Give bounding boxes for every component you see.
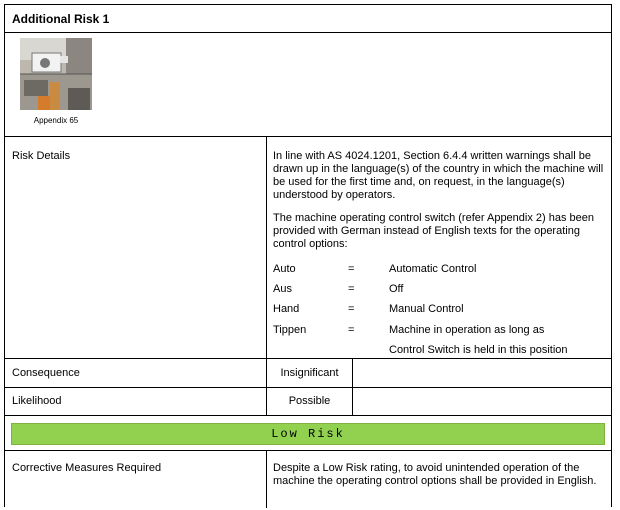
image-row <box>5 32 611 137</box>
risk-rating-bar <box>11 423 605 445</box>
risk-rating-row <box>5 415 611 451</box>
column-divider <box>266 137 267 359</box>
translation-meaning: Manual Control <box>389 303 464 315</box>
translation-term: Tippen <box>273 324 307 336</box>
risk-details-label: Risk Details <box>12 150 71 162</box>
column-divider <box>352 388 353 415</box>
appendix-caption: Appendix 65 <box>33 116 79 125</box>
risk-rating-label: Low Risk <box>271 427 345 441</box>
risk-details-row <box>5 136 611 359</box>
translation-equals: = <box>348 324 355 336</box>
machine-photo-icon <box>20 38 92 110</box>
translation-equals: = <box>348 303 355 315</box>
translation-meaning: Automatic Control <box>389 263 477 275</box>
corrective-measures-text: Despite a Low Risk rating, to avoid unintended operation of the machine the operating control options shall be provided in English. <box>273 462 597 487</box>
translation-term: Auto <box>273 263 296 275</box>
likelihood-row <box>5 387 611 415</box>
corrective-measures-label: Corrective Measures Required <box>12 462 162 474</box>
page-title: Additional Risk 1 <box>12 12 110 26</box>
translation-term: Aus <box>273 283 292 295</box>
appendix-photo <box>20 38 92 110</box>
risk-details-paragraph-1: In line with AS 4024.1201, Section 6.4.4 written warnings shall be drawn up in the language(s) of the country in which the machine will be used for the first time and, on request, in the language(s) understood by operators. <box>273 150 604 201</box>
translation-meaning-continued: Control Switch is held in this position <box>389 344 568 356</box>
consequence-row <box>5 358 611 388</box>
likelihood-label: Likelihood <box>12 395 62 407</box>
translation-meaning: Machine in operation as long as <box>389 324 545 336</box>
translation-equals: = <box>348 263 355 275</box>
translation-term: Hand <box>273 303 300 315</box>
consequence-label: Consequence <box>12 367 80 379</box>
corrective-measures-row <box>5 450 611 508</box>
title-row <box>5 4 611 32</box>
column-divider <box>352 359 353 388</box>
translation-equals: = <box>348 283 355 295</box>
column-divider <box>266 451 267 508</box>
consequence-value: Insignificant <box>280 367 339 379</box>
likelihood-value: Possible <box>288 395 331 407</box>
risk-details-paragraph-2: The machine operating control switch (refer Appendix 2) has been provided with German instead of English texts for the operating control options: <box>273 212 595 250</box>
translation-meaning: Off <box>389 283 404 295</box>
risk-assessment-sheet <box>4 4 612 507</box>
